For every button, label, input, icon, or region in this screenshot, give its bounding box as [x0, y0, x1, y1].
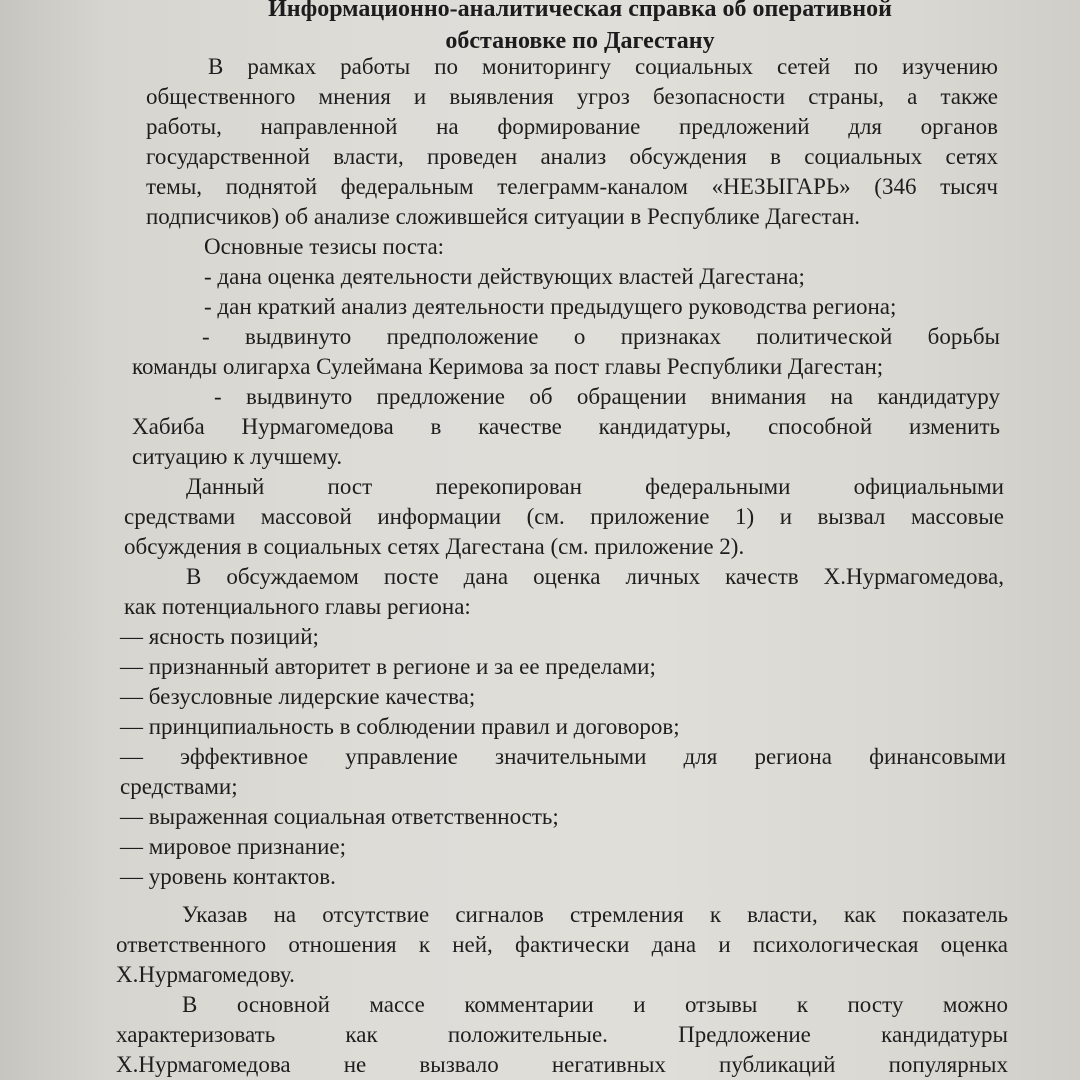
text-line: ответственного отношения к ней, фактически дана и психологическая оценка	[116, 932, 1008, 957]
repost-paragraph	[124, 472, 1004, 622]
text-line: подписчиков) об анализе сложившейся ситуации в Республике Дагестан.	[146, 204, 861, 229]
quality-item: — признанный авторитет в регионе и за ее пределами;	[120, 654, 656, 679]
text-line: характеризовать как положительные. Предложение кандидатуры	[116, 1022, 1008, 1047]
text-line: общественного мнения и выявления угроз безопасности страны, а также	[146, 84, 998, 109]
thesis-item: - выдвинуто предположение о признаках политической борьбы	[202, 324, 1000, 349]
document-title-line-2: обстановке по Дагестану	[445, 28, 715, 54]
text-line: команды олигарха Сулеймана Керимова за пост главы Республики Дагестан;	[132, 354, 884, 379]
quality-item: — выраженная социальная ответственность;	[120, 804, 559, 829]
document-body	[0, 52, 1080, 1080]
closing-paragraphs	[116, 900, 1008, 1080]
text-line: государственной власти, проведен анализ обсуждения в социальных сетях	[146, 144, 998, 169]
text-line: средствами;	[120, 774, 238, 799]
quality-item: — безусловные лидерские качества;	[120, 684, 476, 709]
text-line: Хабиба Нурмагомедова в качестве кандидатуры, способной изменить	[132, 414, 1000, 439]
text-line: Указав на отсутствие сигналов стремления к власти, как показатель	[182, 902, 1008, 927]
text-line: темы, поднятой федеральным телеграмм-каналом «НЕЗЫГАРЬ» (346 тысяч	[146, 174, 998, 199]
document-title-line-1: Информационно-аналитическая справка об оперативной	[268, 0, 892, 22]
text-line: В рамках работы по мониторингу социальных сетей по изучению	[208, 54, 998, 79]
text-line: В основной массе комментарии и отзывы к посту можно	[182, 992, 1008, 1017]
text-line: Х.Нурмагомедову.	[116, 962, 295, 987]
quality-item: — принципиальность в соблюдении правил и договоров;	[120, 714, 680, 739]
qualities-list	[120, 622, 1006, 892]
text-line: обсуждения в социальных сетях Дагестана (см. приложение 2).	[124, 534, 745, 559]
text-line: средствами массовой информации (см. приложение 1) и вызвал массовые	[124, 504, 1004, 529]
quality-item: — ясность позиций;	[120, 624, 319, 649]
text-line: Х.Нурмагомедова не вызвало негативных публикаций популярных	[116, 1052, 1008, 1077]
quality-item: — уровень контактов.	[120, 864, 336, 889]
thesis-item: - дана оценка деятельности действующих властей Дагестана;	[204, 264, 805, 289]
intro-paragraph	[146, 52, 998, 322]
theses-continued	[132, 322, 1000, 472]
quality-item: — эффективное управление значительными для региона финансовыми	[120, 744, 1006, 769]
text-line: работы, направленной на формирование предложений для органов	[146, 114, 998, 139]
text-line: ситуацию к лучшему.	[132, 444, 343, 469]
theses-heading: Основные тезисы поста:	[204, 234, 445, 259]
thesis-item: - выдвинуто предложение об обращении внимания на кандидатуру	[214, 384, 1000, 409]
thesis-item: - дан краткий анализ деятельности предыдущего руководства региона;	[204, 294, 897, 319]
quality-item: — мировое признание;	[120, 834, 346, 859]
text-line: Данный пост перекопирован федеральными официальными	[186, 474, 1004, 499]
text-line: как потенциального главы региона:	[124, 594, 471, 619]
text-line: В обсуждаемом посте дана оценка личных качеств Х.Нурмагомедова,	[186, 564, 1004, 589]
